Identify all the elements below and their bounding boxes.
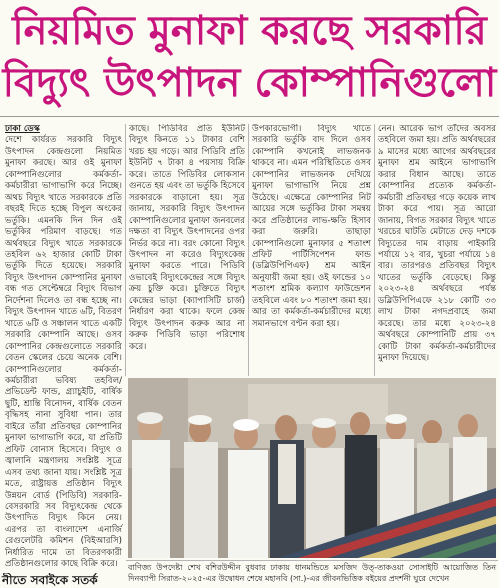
headline-line-2: বিদ্যুৎ উৎপাদন কোম্পানিগুলো: [2, 60, 497, 106]
headline: [0, 0, 499, 112]
article-text-column-3: উপকারভোগী। বিদ্যুৎ খাতে সরকারি ভর্তুকি বাদ দিলে ওসব কোম্পানি কখনোই লাভজনক থাকবে না। এমন পরিস্থিতিতে ওসব কোম্পানির লাভজনক দেখিয়ে মুনাফা ভাগাভাগি নিয়ে প্রশ্ন উঠেছে। এক্ষেত্রে কোম্পানির নিট আয়ের সঙ্গে ভর্তুকির টাকা সমন্বয় করে প্রতিষ্ঠানের লাভ-ক্ষতি হিসাব করা জরুরি। তাছাড়া কোম্পানিগুলো মুনাফার ৫ শতাংশ প্রফিট পার্টিসিপেশন ফান্ড (ডব্লিউপিপিএফ) শ্রম আইন অনুযায়ী জমা হয়। ওই ফান্ডের ১০ শতাংশ শ্রমিক কল্যাণ ফাউন্ডেশন তহবিলে এবং ৮০ শতাংশ জমা হয়। আর তা কর্মকর্তা-কর্মচারীদের মধ্যে সমানভাগে বণ্টন করা হয়।: [252, 124, 371, 329]
article-column-4: [374, 124, 499, 376]
footer-snippet: নীতে সবাইকে সতর্ক: [0, 573, 128, 588]
article-text-column-1: দেশে কার্যরত সরকারি বিদ্যুৎ উৎপাদন কেন্দ্রগুলো নিয়মিত মুনাফা করছে। আর ওই মুনাফা কোম্পানিগুলোর কর্মকর্তা-কর্মচারীরা ভাগাভাগি করে নিচ্ছে। অথচ বিদ্যুৎ খাতে সরকারকে প্রতি বছরই দিতে হচ্ছে বিপুল অংকের ভর্তুকি। এমনকি দিন দিন ওই ভর্তুকির পরিমাণ বাড়ছে। গত অর্থবছরে বিদ্যুৎ খাতে সরকারকে তহবিল ৬২ হাজার কোটি টাকা ভর্তুকি দিতে হয়েছে। সরকারি বিদ্যুৎ উৎপাদন কোম্পানির মুনাফা বন্ধ গত সেপ্টেম্বরে বিদ্যুৎ বিভাগ নির্দেশনা দিলেও তা বন্ধ হচ্ছে না। বিদ্যুৎ উৎপাদন খাতে ৬টি, বিতরণ খাতে ৬টি ও সঞ্চালন খাতে একটি সরকারি কোম্পানি আছে। ওসব কোম্পানির কেন্দ্রগুলোতে সরকারি বেতন স্কেলের চেয়ে অনেক বেশি। কোম্পানিগুলোর কর্মকর্তা-কর্মচারীরা ভবিষ্য তহবিল/প্রভিডেন্ট ফান্ড, গ্র্যাচুইটি, বার্ষিক ছুটি, শ্রান্তি বিনোদন, বার্ষিক বেতন বৃদ্ধিসহ নানা সুবিধা পান। তার বাইরে তাঁরা প্রতিবছর কোম্পানির মুনাফা ভাগাভাগি করে, যা প্রতিটি প্রফিট বোনাস হিসেবে। বিদ্যুৎ ও জ্বালানি মন্ত্রণালয় সংশ্লিষ্ট সূত্রে এসব তথ্য জানা যায়। সংশ্লিষ্ট সূত্র মতে, রাষ্ট্রায়ত্ত প্রতিষ্ঠান বিদ্যুৎ উন্নয়ন বোর্ড (পিডিবি) সরকারি-বেসরকারি সব বিদ্যুৎকেন্দ্র থেকে উৎপাদিত বিদ্যুৎ কিনে নেয়। এরপর তা বাংলাদেশ এনার্জি রেগুলেটরি কমিশন (বিইআরসি) নির্ধারিত দামে তা বিতরণকারী প্রতিষ্ঠানগুলোর কাছে বিক্রি করে।: [5, 135, 122, 570]
article-text-column-2: কাছে। পিডিবির প্রতি ইউনিট বিদ্যুৎ কিনতে ১১ টাকার বেশি খরচ হয় গড়ে। আর পিডিবি প্রতি ইউনিট ৭ টাকা ৪ পয়সায় বিক্রি করে। তাতে পিডিবির লোকসান গুনতে হয় এবং তা ভর্তুকি হিসেবে সরকারকে বাড়ানো হয়। সূত্র জানায়, সরকারি বিদ্যুৎ উৎপাদন কোম্পানিগুলোর মুনাফা জনবলের দক্ষতা বা বিদ্যুৎ উৎপাদনের ওপর নির্ভর করে না। বরং কোনো বিদ্যুৎ উৎপাদন না করেও বিদ্যুৎকেন্দ্র মুনাফা করতে পারে। পিডিবি ওভাবেই বিদ্যুৎকেন্দ্রের সঙ্গে বিদ্যুৎ ক্রয় চুক্তি করে। চুক্তিতে বিদ্যুৎ কেন্দ্রের ভাড়া (ক্যাপাসিটি চার্জ) নির্ধারণ করা থাকে। ফলে কেন্দ্র বিদ্যুৎ উৎপাদন করুক আর না করুক পিডিবি ভাড়া পরিশোধ করে।: [129, 124, 245, 352]
article-column-2: [125, 124, 248, 376]
photo-caption: বাণিজ্য উপদেষ্টা শেখ বশিরউদ্দীন বুধবার ঢাকায় ধানমন্ডিতে মসজিদ উত্-তাকওয়া সোসাইটি আয়োজিত তিন দিনব্যাপী সিরাত-২০২৫-এর উদ্বোধন শেষে মহানবি (সা.)-এর জীবনভিত্তিক বইয়ের প্রদর্শনী ঘুরে দেখেন: [126, 560, 498, 588]
headline-line-1: নিয়মিত মুনাফা করছে সরকারি: [12, 8, 487, 54]
dateline: ঢাকা ডেস্ক: [5, 124, 40, 134]
article-column-3: [248, 124, 374, 376]
news-photo: [128, 378, 496, 558]
headline-rule: [0, 116, 499, 117]
article-text-column-4: নেন। আরেক ভাগ তাঁদের অবসর তহবিলে জমা হয়। প্রতি অর্থবছরের ৯ মাসের মধ্যে আগের অর্থবছরের মুনাফা শ্রম আইনে ভাগাভাগি করার বিধান আছে। তাতে কোম্পানির প্রত্যেক কর্মকর্তা-কর্মচারী প্রতিবছর গড়ে কয়েক লাখ টাকা করে পায়। সূত্র আরো জানায়, বিগত সরকার বিদ্যুৎ খাতে খরচের ঘাটতি মেটাতে দেড় দশকে বিদ্যুতের দাম বাড়ায় পাইকারি পর্যায়ে ১২ বার, খুচরা পর্যায়ে ১৪ বার। তারপরও প্রতিবছর বিদ্যুৎ খাতের ভর্তুকি বেড়েছে। কিন্তু ২০২৩-২৪ অর্থবছরে পর্যন্ত ডব্লিউপিপিএফে ২১৮ কোটি ৩৩ লাখ টাকা নগদপ্রবাহে জমা করেছে। তার মধ্যে ২০২৩-২৪ অর্থবছরে কোম্পানিটি প্রায় ৩৭ কোটি টাকা কর্মকর্তা-কর্মচারীদের মুনাফা দিয়েছে।: [378, 124, 496, 364]
article-column-1: [2, 124, 125, 586]
